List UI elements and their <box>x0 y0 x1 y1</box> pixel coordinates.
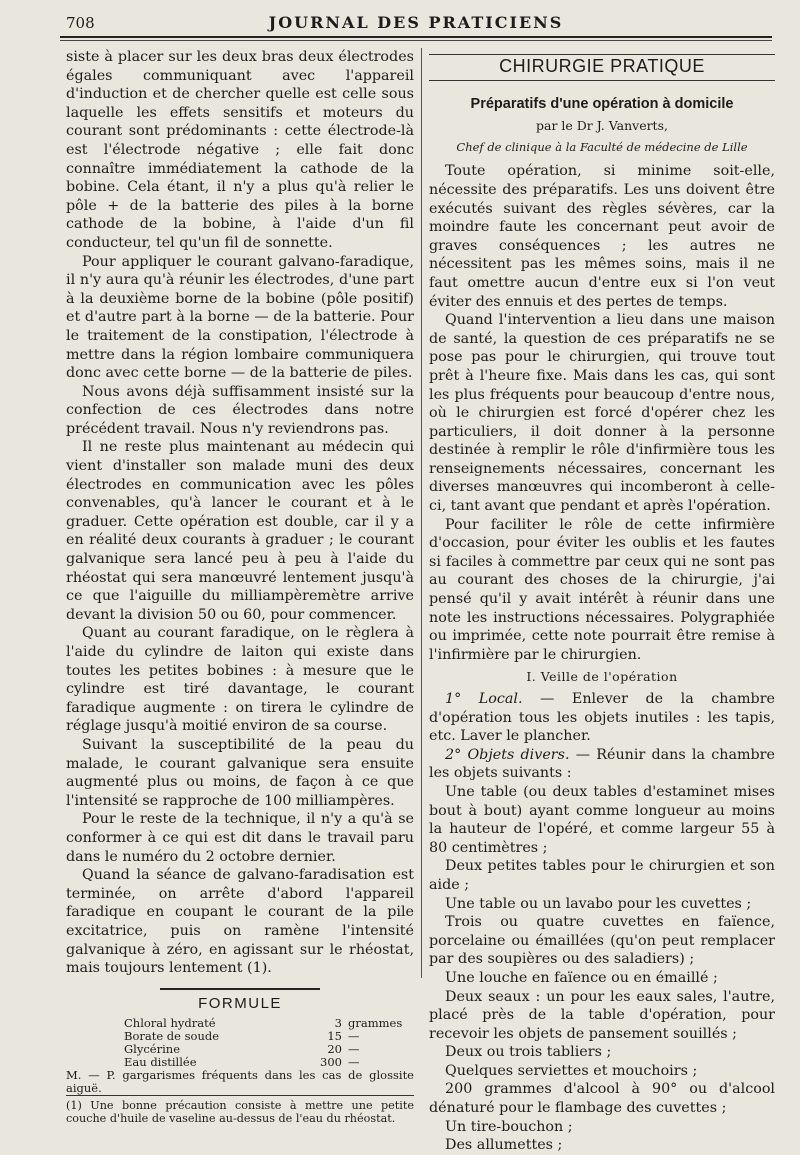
paragraph: Pour faciliter le rôle de cette infirmière d'occasion, pour éviter les oublis et les fautes si faciles à commettre par ceux qui ne sont pas au courant des choses de la chirurgie, j'ai pensé qu'il y avait intérêt à réunir dans une note les instructions nécessaires. Polygraphiée ou imprimée, cette note pourrait être remise à l'infirmière par le chirurgien. <box>429 516 775 663</box>
paragraph: Nous avons déjà suffisamment insisté sur la confection de ces électrodes dans notre précédent travail. Nous n'y reviendrons pas. <box>66 383 414 437</box>
header-rule-thin <box>60 40 772 41</box>
paragraph: Toute opération, si minime soit-elle, nécessite des préparatifs. Les uns doivent être exécutés suivant des règles sévères, car la moindre faute les concernant peut avoir de graves conséquences ; les autres ne nécessitent pas les mêmes soins, mais il ne faut omettre aucun d'entre eux si l'on veut éviter des ennuis et des pertes de temps. <box>429 163 775 310</box>
formula-table <box>124 1017 408 1069</box>
page-number: 708 <box>66 14 95 32</box>
formula-row <box>124 1043 408 1056</box>
item-label: 2° Objets divers. <box>445 746 570 763</box>
formula-box <box>66 988 414 1096</box>
item-text: — Réunir dans la chambre les objets suivants : <box>429 746 775 782</box>
item-label: 1° Local. <box>445 691 523 707</box>
paragraph: Quant au courant faradique, on le règlera à l'aide du cylindre de laiton qui existe dans toutes les petites bobines : à mesure que le cylindre est tiré davantage, le courant faradique augmente : on tirera le cylindre de réglage jusqu'à moitié environ de sa course. <box>66 625 414 735</box>
ingredient-qty: 15 <box>327 1029 342 1044</box>
formula-title: FORMULE <box>160 988 320 1014</box>
paragraph: Pour le reste de la technique, il n'y a qu'à se conformer à ce qui est dit dans le travail paru dans le numéro du 2 octobre dernier. <box>66 811 414 865</box>
list-item: Quelques serviettes et mouchoirs ; <box>445 1062 698 1079</box>
column-divider <box>421 48 422 978</box>
list-item: Un tire-bouchon ; <box>445 1118 573 1135</box>
author-affiliation: Chef de clinique à la Faculté de médecine de Lille <box>456 139 748 154</box>
right-column <box>429 48 775 1155</box>
paragraph: Suivant la susceptibilité de la peau du malade, le courant galvanique sera ensuite augmenté plus ou moins, de façon à ce que l'intensité se rapproche de 100 milliampères. <box>66 736 414 809</box>
ingredient-unit: — <box>348 1042 360 1057</box>
article-title: Préparatifs d'une opération à domicile <box>470 95 734 112</box>
formula-note: M. — P. gargarismes fréquents dans les cas de glossite aiguë. <box>66 1068 414 1096</box>
ingredient-unit: — <box>348 1029 360 1044</box>
list-item: Deux seaux : un pour les eaux sales, l'autre, placé près de la table d'opération, pour recevoir les objets de pansement souillés ; <box>429 988 775 1042</box>
list-item: Une table ou un lavabo pour les cuvettes ; <box>445 895 752 912</box>
article-byline: par le Dr J. Vanverts, <box>536 118 668 134</box>
left-column <box>66 48 414 1125</box>
list-item: Trois ou quatre cuvettes en faïence, porcelaine ou émaillées (qu'on peut remplacer par des soupières ou des saladiers) ; <box>429 914 775 968</box>
ingredient-qty: 20 <box>327 1042 342 1057</box>
item-text: — Enlever de la chambre d'opération tous les objets inutiles : les tapis, etc. Laver le plancher. <box>429 691 775 745</box>
subsection-title: I. Veille de l'opération <box>526 669 678 685</box>
numbered-item <box>429 690 775 746</box>
formula-row <box>124 1056 408 1069</box>
footnote: (1) Une bonne précaution consiste à mettre une petite couche d'huile de vaseline au-dessus de l'eau du rhéostat. <box>66 1095 414 1125</box>
ingredient-unit: grammes <box>348 1016 403 1031</box>
list-item: Deux petites tables pour le chirurgien et son aide ; <box>429 858 775 893</box>
ingredient-name: Glycérine <box>124 1042 180 1057</box>
section-title: CHIRURGIE PRATIQUE <box>429 54 775 81</box>
paragraph: Pour appliquer le courant galvano-faradique, il n'y aura qu'à réunir les électrodes, d'une part à la deuxième borne de la bobine (pôle positif) et d'autre part à la borne — de la batterie. Pour le traitement de la constipation, l'électrode à mettre dans la région lombaire communiquera donc avec cette borne — de la batterie de piles. <box>66 253 414 382</box>
ingredient-name: Chloral hydraté <box>124 1016 216 1031</box>
numbered-item <box>429 746 775 783</box>
list-item: 200 grammes d'alcool à 90° ou d'alcool dénaturé pour le flambage des cuvettes ; <box>429 1081 775 1117</box>
ingredient-name: Eau distillée <box>124 1055 197 1070</box>
list-item: Une table (ou deux tables d'estaminet mises bout à bout) ayant comme longueur au moins la hauteur de l'opéré, et comme largeur 55 à 80 centimètres ; <box>429 783 775 856</box>
ingredient-qty: 300 <box>320 1055 342 1070</box>
paragraph: Quand l'intervention a lieu dans une maison de santé, la question de ces préparatifs ne se pose pas pour le chirurgien, qui trouve tout prêt à l'heure fixe. Mais dans les cas, qui sont les plus fréquents pour beaucoup d'entre nous, où le chirurgien est forcé d'opérer chez les particuliers, il doit donner à la personne destinée à remplir le rôle d'infirmière tous les renseignements nécessaires, concernant les diverses manœuvres qui incomberont à celle-ci, tant avant que pendant et après l'opération. <box>429 312 775 515</box>
ingredient-qty: 3 <box>334 1016 342 1031</box>
paragraph: Quand la séance de galvano-faradisation est terminée, on arrête d'abord l'appareil faradique en coupant le courant de la pile excitatrice, puis on ramène l'intensité galvanique à zéro, en agissant sur le rhéostat, mais toujours lentement (1). <box>66 867 414 977</box>
running-header <box>60 10 772 38</box>
journal-title: JOURNAL DES PRATICIENS <box>268 13 564 32</box>
paragraph: Il ne reste plus maintenant au médecin qui vient d'installer son malade muni des deux électrodes en communication avec les pôles convenables, qu'à lancer le courant et à le graduer. Cette opération est double, car il y a en réalité deux courants à graduer ; le courant galvanique sera lancé peu à peu à l'aide du rhéostat qui sera manœuvré lentement jusqu'à ce que l'aiguille du milliampèremètre arrive devant la division 50 ou 60, pour commencer. <box>66 439 414 623</box>
list-item: Des allumettes ; <box>445 1137 563 1154</box>
paragraph: siste à placer sur les deux bras deux électrodes égales communiquant avec l'appareil d'induction et de chercher quelle est celle sous laquelle les effets sensitifs et moteurs du courant sont prédominants : cette électrode-là est l'électrode négative ; elle fait donc connaître immédiatement la cathode de la bobine. Cela étant, il n'y a plus qu'à relier le pôle + de la batterie des piles à la borne cathode de la bobine, à l'aide d'un fil conducteur, tel qu'un fil de sonnette. <box>66 49 414 251</box>
list-item: Une louche en faïence ou en émaillé ; <box>445 969 718 986</box>
list-item: Deux ou trois tabliers ; <box>445 1044 612 1061</box>
header-rule <box>60 36 772 38</box>
ingredient-unit: — <box>348 1055 360 1070</box>
ingredient-name: Borate de soude <box>124 1029 220 1044</box>
